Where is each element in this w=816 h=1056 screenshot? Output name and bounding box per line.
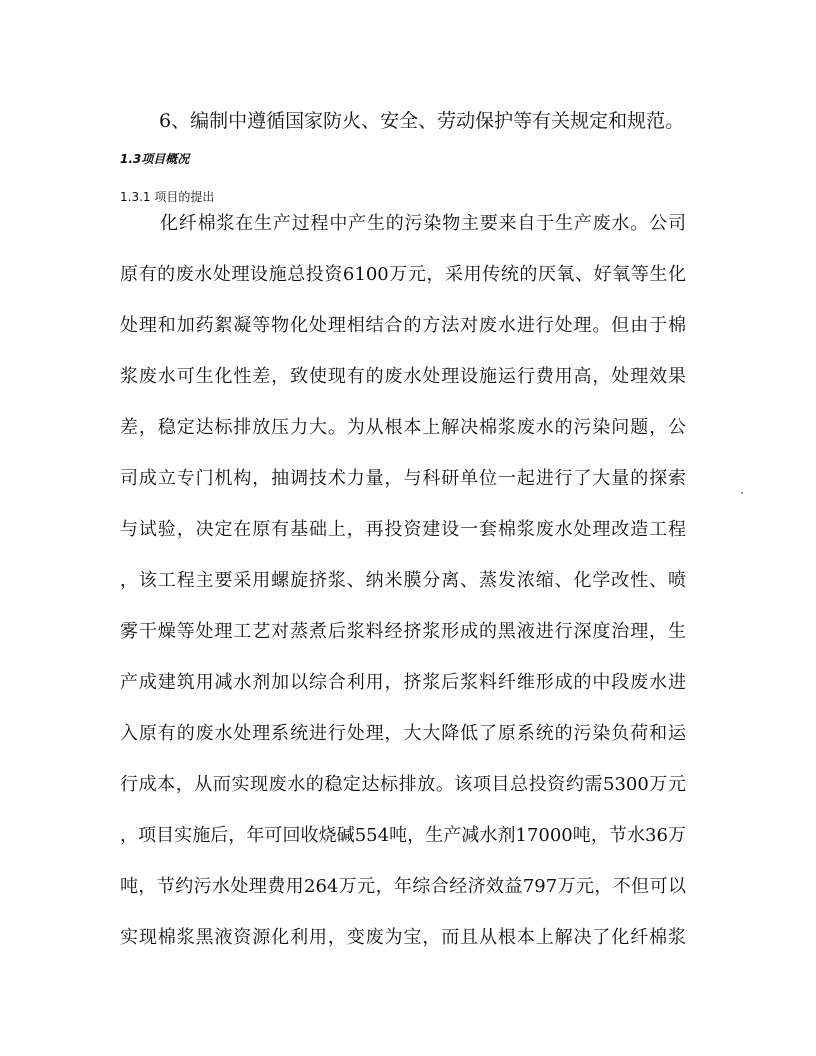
paragraph-line: 实现棉浆黑液资源化利用，变废为宝，而且从根本上解决了化纤棉浆 (120, 927, 686, 948)
paragraph-line: 司成立专门机构，抽调技术力量，与科研单位一起进行了大量的探索 (120, 468, 686, 489)
paragraph-line: ，该工程主要采用螺旋挤浆、纳米膜分离、蒸发浓缩、化学改性、喷 (120, 570, 686, 591)
list-item-6: 6、编制中遵循国家防火、安全、劳动保护等有关规定和规范。 (159, 110, 685, 132)
paragraph-line: 化纤棉浆在生产过程中产生的污染物主要来自于生产废水。公司 (160, 213, 686, 234)
paragraph-line: 行成本，从而实现废水的稳定达标排放。该项目总投资约需5300万元 (120, 774, 686, 795)
paragraph-line: 入原有的废水处理系统进行处理，大大降低了原系统的污染负荷和运 (120, 723, 686, 744)
paragraph-line: 差，稳定达标排放压力大。为从根本上解决棉浆废水的污染问题，公 (120, 417, 686, 438)
paragraph-line: 浆废水可生化性差，致使现有的废水处理设施运行费用高，处理效果 (120, 366, 686, 387)
paragraph-line: 处理和加药絮凝等物化处理相结合的方法对废水进行处理。但由于棉 (120, 315, 686, 336)
section-heading: 1.3项目概况 (120, 152, 190, 166)
paragraph-line: 与试验，决定在原有基础上，再投资建设一套棉浆废水处理改造工程 (120, 519, 686, 540)
paragraph-line: 原有的废水处理设施总投资6100万元，采用传统的厌氧、好氧等生化 (120, 264, 686, 285)
paragraph-line: ，项目实施后，年可回收烧碱554吨，生产减水剂17000吨，节水36万 (120, 825, 686, 846)
body-paragraph (120, 208, 686, 973)
margin-mark (741, 492, 743, 494)
subsection-heading: 1.3.1 项目的提出 (120, 190, 215, 204)
paragraph-line: 产成建筑用减水剂加以综合利用，挤浆后浆料纤维形成的中段废水进 (120, 672, 686, 693)
paragraph-line: 雾干燥等处理工艺对蒸煮后浆料经挤浆形成的黑液进行深度治理，生 (120, 621, 686, 642)
paragraph-line: 吨，节约污水处理费用264万元，年综合经济效益797万元，不但可以 (120, 876, 686, 897)
